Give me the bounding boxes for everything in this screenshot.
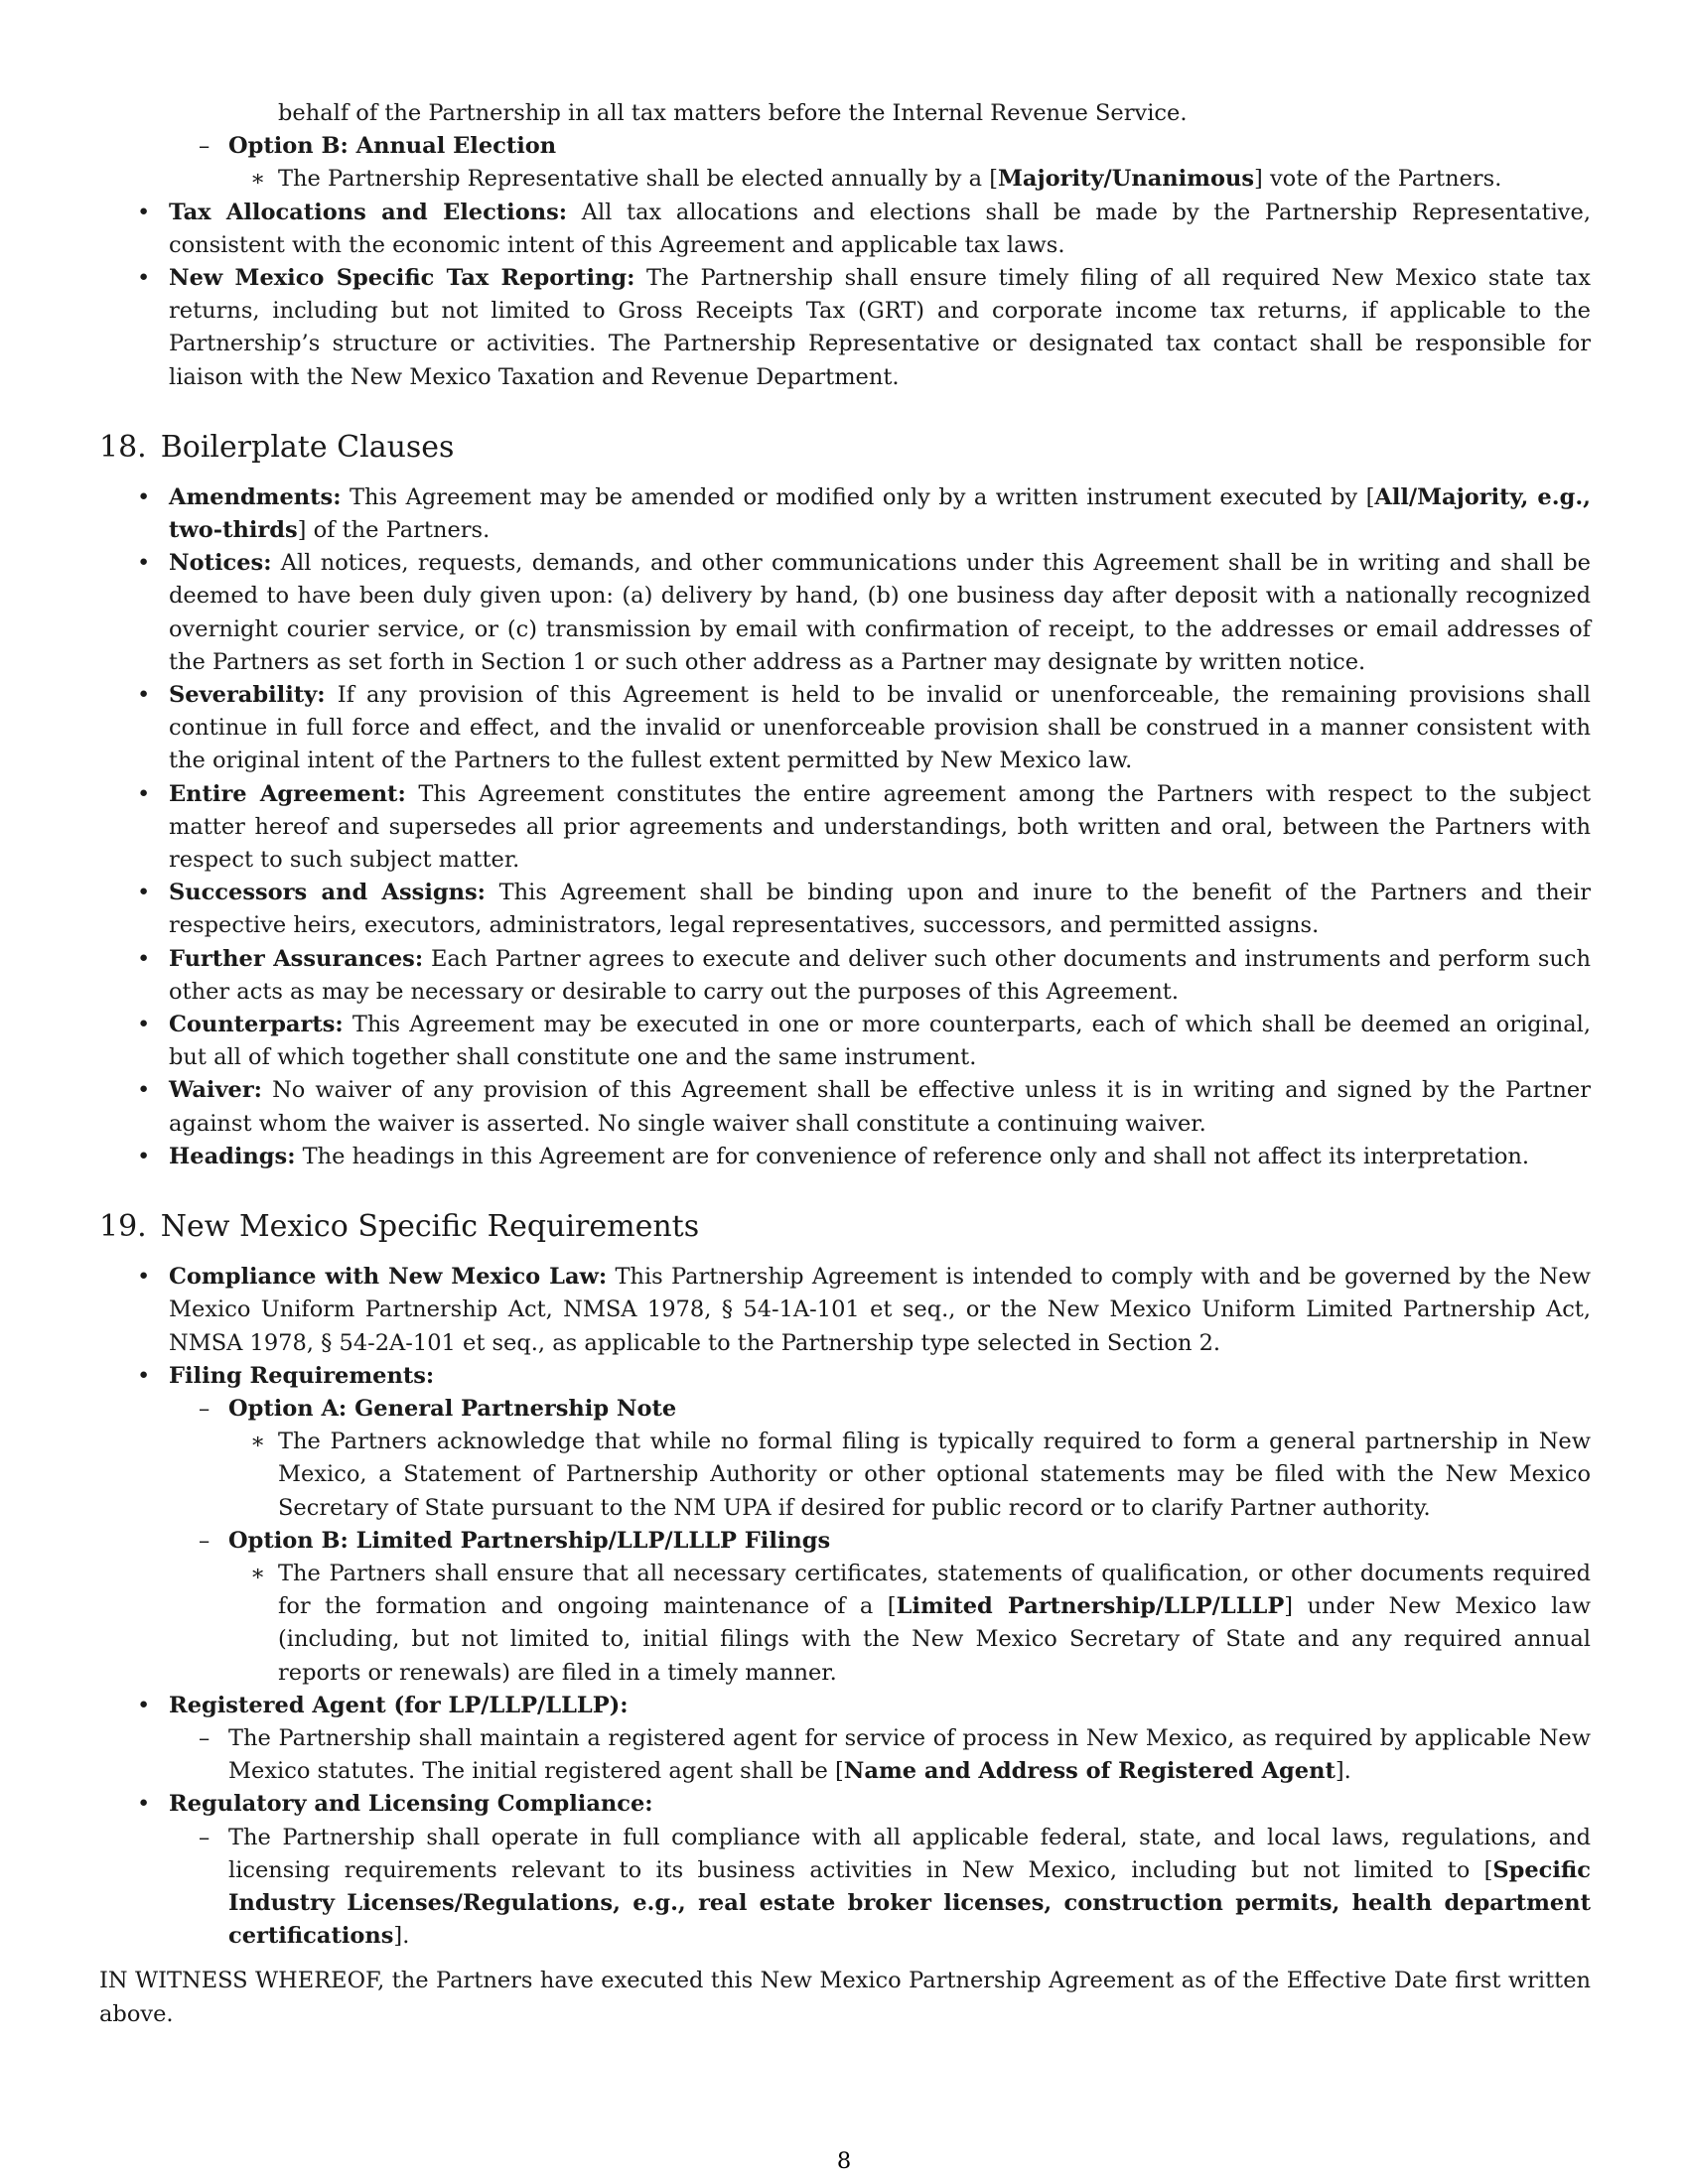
tax-option-b-text-after: ] vote of the Partners.	[1254, 166, 1502, 193]
counterparts-item	[99, 1009, 1591, 1074]
waiver-label: Waiver:	[169, 1077, 262, 1104]
headings-text: The headings in this Agreement are for convenience of reference only and shall not affect its interpretation.	[295, 1143, 1530, 1169]
severability-item	[99, 679, 1591, 778]
severability-label: Severability:	[169, 682, 326, 709]
registered-agent-text-after: ].	[1335, 1758, 1351, 1785]
registered-agent-item	[99, 1690, 1591, 1722]
nm-tax-reporting-text: The Partnership shall ensure timely filing of all required New Mexico state tax returns, including but not limited to Gross Receipts Tax (GRT) and corporate income tax returns, if applicable to the Partnership’s structure or activities. The Partnership Representative or designated tax contact shall be responsible for liaison with the New Mexico Taxation and Revenue Department.	[169, 265, 1591, 390]
document-page	[99, 97, 1591, 2031]
filing-requirements-label: Filing Requirements:	[169, 1362, 435, 1389]
filing-option-b-heading	[99, 1525, 1591, 1558]
tax-allocations-item	[99, 197, 1591, 262]
waiver-text: No waiver of any provision of this Agreement shall be effective unless it is in writing and signed by the Partner against whom the waiver is asserted. No single waiver shall constitute a continuing waiver.	[169, 1077, 1591, 1137]
regulatory-text-after: ].	[393, 1923, 410, 1950]
tax-option-b-placeholder: Majority/Unanimous	[998, 166, 1255, 193]
amendments-placeholder: All/Majority, e.g., two-thirds	[169, 483, 1591, 544]
tax-representative-continuation: behalf of the Partnership in all tax matters before the Internal Revenue Service.	[278, 100, 1188, 126]
further-assurances-label: Further Assurances:	[169, 945, 424, 972]
registered-agent-placeholder: Name and Address of Registered Agent	[843, 1758, 1336, 1785]
amendments-item	[99, 481, 1591, 547]
notices-item	[99, 547, 1591, 679]
tax-allocations-label: Tax Allocations and Elections:	[169, 199, 568, 225]
filing-option-b-text-before: The Partners shall ensure that all necessary certificates, statements of qualification, or other documents required for the formation and ongoing maintenance of a [	[278, 1560, 1591, 1620]
registered-agent-label: Registered Agent (for LP/LLP/LLLP):	[169, 1692, 629, 1718]
further-assurances-text: Each Partner agrees to execute and deliver such other documents and instruments and perform such other acts as may be necessary or desirable to carry out the purposes of this Agreement.	[169, 945, 1591, 1005]
regulatory-placeholder: Specific Industry Licenses/Regulations, e.g., real estate broker licenses, construction permits, health department certifications	[228, 1856, 1591, 1950]
nm-compliance-label: Compliance with New Mexico Law:	[169, 1264, 608, 1291]
successors-label: Successors and Assigns:	[169, 880, 486, 906]
entire-agreement-text: This Agreement constitutes the entire agreement among the Partners with respect to the subject matter hereof and supersedes all prior agreements and understandings, both written and oral, between the Partners with respect to such subject matter.	[169, 780, 1591, 874]
tax-option-b-label: Option B: Annual Election	[228, 133, 557, 160]
filing-option-b-text	[99, 1558, 1591, 1690]
severability-text: If any provision of this Agreement is held to be invalid or unenforceable, the remaining provisions shall continue in full force and effect, and the invalid or unenforceable provision shall be construed in a manner consistent with the original intent of the Partners to the fullest extent permitted by New Mexico law.	[169, 682, 1591, 774]
amendments-text-after: ] of the Partners.	[297, 517, 491, 544]
tax-option-b-text-before: The Partnership Representative shall be elected annually by a [	[278, 166, 998, 193]
registered-agent-text-before: The Partnership shall maintain a registered agent for service of process in New Mexico, as required by applicable New Mexico statutes. The initial registered agent shall be [	[228, 1724, 1591, 1785]
regulatory-label: Regulatory and Licensing Compliance:	[169, 1791, 653, 1818]
entire-agreement-item	[99, 778, 1591, 878]
page-number: 8	[836, 2148, 852, 2174]
nm-compliance-text: This Partnership Agreement is intended to comply with and be governed by the New Mexico Uniform Partnership Act, NMSA 1978, § 54-1A-101 et seq., or the New Mexico Uniform Limited Partnership Act, NMSA 1978, § 54-2A-101 et seq., as applicable to the Partnership type selected in Section 2.	[169, 1264, 1592, 1356]
filing-option-a-label: Option A: General Partnership Note	[228, 1395, 677, 1422]
successors-item	[99, 877, 1591, 942]
amendments-text-before: This Agreement may be amended or modified only by a written instrument executed by [	[341, 483, 1375, 510]
section-19-title: New Mexico Specific Requirements	[160, 1209, 700, 1245]
section-18-number: 18.	[99, 429, 147, 465]
notices-label: Notices:	[169, 550, 272, 577]
waiver-item	[99, 1074, 1591, 1140]
filing-option-b-text-after: ] under New Mexico law (including, but not limited to, initial filings with the New Mexico Secretary of State and any required annual reports or renewals) are filed in a timely manner.	[278, 1593, 1591, 1686]
section-19-heading	[99, 1207, 1591, 1247]
headings-label: Headings:	[169, 1143, 296, 1169]
nm-tax-reporting-label: New Mexico Specific Tax Reporting:	[169, 265, 635, 292]
section-18-heading	[99, 428, 1591, 468]
tax-allocations-text: All tax allocations and elections shall be made by the Partnership Representative, consistent with the economic intent of this Agreement and applicable tax laws.	[169, 199, 1591, 258]
filing-option-a-heading	[99, 1393, 1591, 1426]
section-18-title: Boilerplate Clauses	[160, 429, 455, 465]
further-assurances-item	[99, 943, 1591, 1009]
regulatory-text-before: The Partnership shall operate in full compliance with all applicable federal, state, and local laws, regulations, and licensing requirements relevant to its business activities in New Mexico, including but not limited to [	[228, 1824, 1591, 1883]
entire-agreement-label: Entire Agreement:	[169, 780, 406, 807]
registered-agent-text	[99, 1722, 1591, 1788]
counterparts-label: Counterparts:	[169, 1012, 344, 1038]
tax-option-b-text	[99, 163, 1591, 196]
witness-statement: IN WITNESS WHEREOF, the Partners have executed this New Mexico Partnership Agreement as of the Effective Date first written above.	[99, 1968, 1591, 2027]
regulatory-item	[99, 1788, 1591, 1821]
section-19-number: 19.	[99, 1209, 147, 1245]
amendments-label: Amendments:	[169, 483, 342, 510]
counterparts-text: This Agreement may be executed in one or more counterparts, each of which shall be deemed an original, but all of which together shall constitute one and the same instrument.	[169, 1012, 1591, 1071]
filing-requirements-item	[99, 1360, 1591, 1393]
filing-option-b-placeholder: Limited Partnership/LLP/LLLP	[896, 1593, 1285, 1620]
headings-item	[99, 1141, 1591, 1173]
notices-text: All notices, requests, demands, and other communications under this Agreement shall be in writing and shall be deemed to have been duly given upon: (a) delivery by hand, (b) one business day after deposit with a nationally recognized overnight courier service, or (c) transmission by email with confirmation of receipt, to the addresses or email addresses of the Partners as set forth in Section 1 or such other address as a Partner may designate by written notice.	[169, 550, 1591, 675]
successors-text: This Agreement shall be binding upon and inure to the benefit of the Partners and their respective heirs, executors, administrators, legal representatives, successors, and permitted assigns.	[169, 880, 1591, 939]
filing-option-b-label: Option B: Limited Partnership/LLP/LLLP Filings	[228, 1527, 831, 1554]
tax-option-b-heading	[99, 130, 1591, 163]
filing-option-a-text: ∗ The Partners acknowledge that while no formal filing is typically required to form a general partnership in New Mexico, a Statement of Partnership Authority or other optional statements may be filed with the New Mexico Secretary of State pursuant to the NM UPA if desired for public record or to clarify Partner authority.	[99, 1426, 1591, 1525]
regulatory-text	[99, 1822, 1591, 1954]
nm-compliance-item	[99, 1261, 1591, 1360]
nm-tax-reporting-item	[99, 262, 1591, 394]
